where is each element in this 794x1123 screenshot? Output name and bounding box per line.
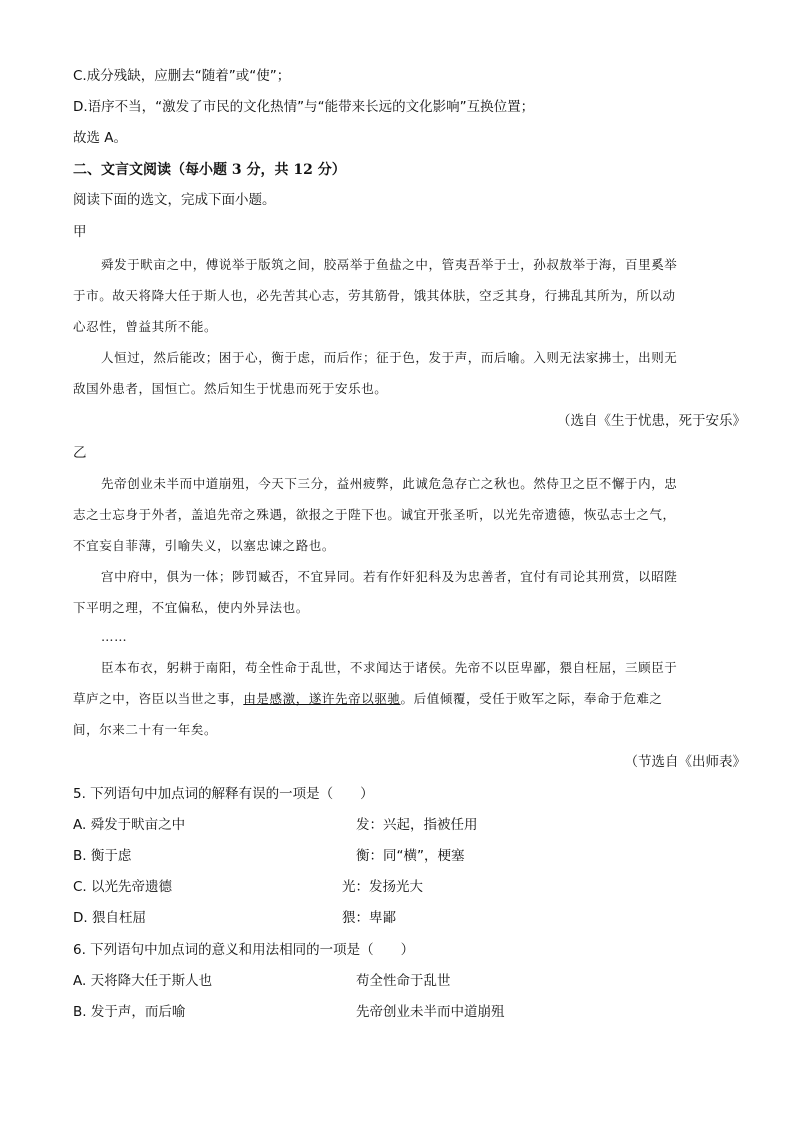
answer-option-c: C.成分残缺，应删去“随着”或“使”；	[73, 68, 291, 84]
passage-a-line: 敌国外患者，国恒亡。然后知生于忧患而死于安乐也。	[73, 381, 388, 396]
passage-a-line: 于市。故天将降大任于斯人也，必先苦其心志，劳其筋骨，饿其体肤，空乏其身，行拂乱其所为，所以动	[73, 288, 676, 303]
q5-option-a-left: A. 舜发于畎亩之中	[73, 817, 186, 833]
passage-b-label: 乙	[73, 445, 87, 461]
passage-a-line: 舜发于畎亩之中，傅说举于版筑之间，胶鬲举于鱼盐之中，管夷吾举于士，孙叔敖举于海，百里奚举	[101, 257, 678, 272]
passage-b-line: 志之士忘身于外者，盖追先帝之殊遇，欲报之于陛下也。诚宜开张圣听，以光先帝遗德，恢弘志士之气，	[73, 507, 676, 522]
q6-option-b-right: 先帝创业未半而中道崩殂	[356, 1004, 505, 1020]
passage-a-source: （选自《生于忧患，死于安乐》	[557, 413, 746, 429]
answer-selection: 故选 A。	[73, 130, 128, 146]
passage-b-line: 间，尔来二十有一年矣。	[73, 722, 218, 737]
q5-option-a-right: 发：兴起，指被任用	[356, 817, 478, 833]
passage-b-line: 先帝创业未半而中道崩殂，今天下三分，益州疲弊，此诚危急存亡之秋也。然侍卫之臣不懈于内，忠	[101, 476, 678, 491]
answer-option-d: D.语序不当，“激发了市民的文化热情”与“能带来长远的文化影响”互换位置；	[73, 99, 535, 115]
q5-option-c-right: 光：发扬光大	[342, 879, 423, 895]
underlined-sentence: 由是感激，遂许先帝以驱驰	[243, 691, 401, 706]
passage-a-label: 甲	[73, 224, 87, 240]
q6-option-a-right: 苟全性命于乱世	[356, 973, 451, 989]
passage-b-line: 不宜妄自菲薄，引喻失义，以塞忠谏之路也。	[73, 538, 336, 553]
passage-b-line: 下平明之理，不宜偏私，使内外异法也。	[73, 600, 309, 615]
question-6-stem: 6. 下列语句中加点词的意义和用法相同的一项是（ ）	[73, 942, 415, 958]
q5-option-b-left: B. 衡于虑	[73, 848, 132, 864]
q5-option-c-left: C. 以光先帝遗德	[73, 879, 173, 895]
passage-a-line: 人恒过，然后能改；困于心，衡于虑，而后作；征于色，发于声，而后喻。入则无法家拂士，出则无	[101, 350, 678, 365]
passage-a-line: 心忍性，曾益其所不能。	[73, 319, 218, 334]
q5-option-d-right: 猥：卑鄙	[342, 910, 396, 926]
passage-b-line: 臣本布衣，躬耕于南阳，苟全性命于乱世，不求闻达于诸侯。先帝不以臣卑鄙，猥自枉屈，三顾臣于	[101, 660, 678, 675]
passage-b-line: 宫中府中，俱为一体；陟罚臧否，不宜异同。若有作奸犯科及为忠善者，宜付有司论其刑赏，以昭陛	[101, 569, 678, 584]
section-heading: 二、文言文阅读（每小题 3 分，共 12 分）	[73, 162, 346, 178]
passage-b-ellipsis: ……	[101, 629, 128, 644]
q5-option-d-left: D. 猥自枉屈	[73, 910, 146, 926]
passage-b-line-mixed	[73, 689, 663, 709]
q6-option-a-left: A. 天将降大任于斯人也	[73, 973, 213, 989]
question-5-stem: 5. 下列语句中加点词的解释有误的一项是（ ）	[73, 786, 374, 802]
passage-b-line-part: 草庐之中，咨臣以当世之事，	[73, 691, 244, 706]
q5-option-b-right: 衡：同“横”，梗塞	[356, 848, 465, 864]
passage-b-line-part: 。后值倾覆，受任于败军之际，奉命于危难之	[400, 691, 663, 706]
section-instruction: 阅读下面的选文，完成下面小题。	[73, 192, 276, 208]
passage-b-source: （节选自《出师表》	[624, 754, 746, 770]
q6-option-b-left: B. 发于声，而后喻	[73, 1004, 186, 1020]
